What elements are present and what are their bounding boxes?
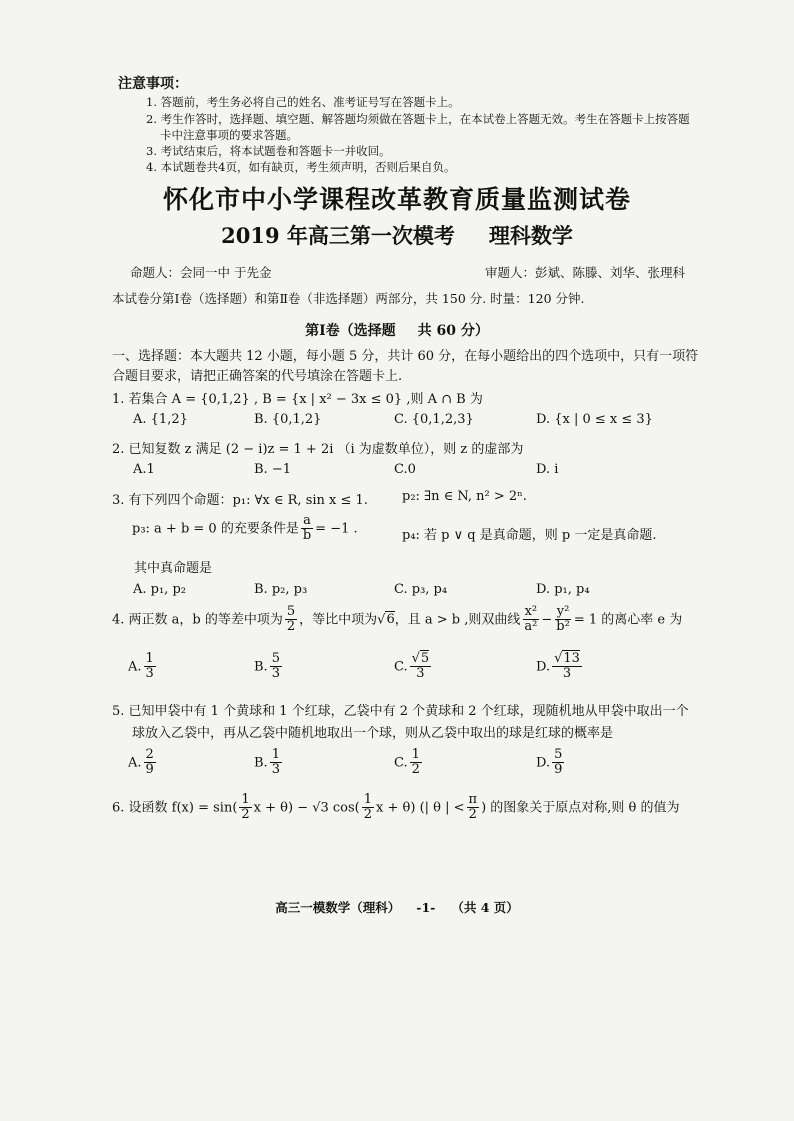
section-instructions-1: 一、选择题：本大题共 12 小题，每小题 5 分，共计 60 分，在每小题给出的四个选项中，只有一项符 — [112, 349, 699, 364]
footer-page-number: -1- — [416, 900, 436, 915]
fraction-numerator: √5 — [411, 651, 430, 666]
question-3-prompt: 其中真命题是 — [134, 561, 213, 576]
notice-item-3: 3. 考试结束后，将本试题卷和答题卡一并收回。 — [146, 144, 391, 158]
question-4-option-a — [128, 652, 158, 682]
question-3-p3-before: p₃: a + b = 0 的充要条件是 — [132, 521, 299, 537]
fraction-numerator: 5 — [271, 651, 280, 666]
question-2-option-d: D. i — [536, 462, 559, 477]
exam-title: 怀化市中小学课程改革教育质量监测试卷 — [162, 185, 631, 214]
fraction-numerator: 1 — [145, 651, 154, 666]
option-fraction — [410, 748, 422, 778]
fraction-denominator: b² — [556, 619, 570, 635]
section-instructions-2: 合题目要求，请把正确答案的代号填涂在答题卡上. — [112, 369, 403, 384]
question-1-option-b: B. {0,1,2} — [254, 412, 322, 427]
question-1-option-c: C. {0,1,2,3} — [394, 412, 474, 427]
question-4-hyperbola-y — [554, 605, 572, 635]
question-1-stem: 1. 若集合 A = {0,1,2} , B = {x | x² − 3x ≤ 0} ,则 A ∩ B 为 — [112, 392, 483, 407]
fraction-denominator: 3 — [416, 666, 425, 682]
fraction-denominator: 2 — [286, 619, 296, 635]
reviewer-line: 审题人：彭斌、陈滕、刘华、张理科 — [485, 265, 686, 280]
option-label: D. — [536, 755, 551, 771]
question-2-stem: 2. 已知复数 z 满足 (2 − i)z = 1 + 2i （i 为虚数单位），则 z 的虚部为 — [112, 442, 524, 457]
question-4-stem-1: 4. 两正数 a，b 的等差中项为 — [112, 612, 283, 628]
question-4-stem-3: ，且 a > b ,则双曲线 — [394, 612, 521, 628]
fraction-numerator: a — [303, 513, 311, 528]
question-6-stem-1: 6. 设函数 f(x) = sin( — [112, 800, 238, 816]
fraction-denominator: 2 — [241, 807, 250, 823]
fraction-numerator: 1 — [241, 792, 250, 807]
option-fraction — [144, 748, 156, 778]
question-6-fraction-3 — [467, 793, 480, 823]
option-fraction — [270, 652, 282, 682]
minus-sign: − — [541, 612, 553, 628]
footer-total-pages: （共 4 页） — [451, 900, 519, 915]
option-label: A. — [128, 659, 142, 675]
fraction-numerator: x² — [524, 604, 538, 619]
fraction-denominator: a² — [524, 619, 538, 635]
fraction-numerator: 1 — [363, 792, 373, 807]
question-3-option-d: D. p₁, p₄ — [536, 582, 590, 597]
section-heading-left: 第Ⅰ卷（选择题 — [305, 323, 396, 339]
notice-item-2-cont: 卡中注意事项的要求答题。 — [160, 128, 298, 142]
fraction-denominator: 2 — [468, 807, 477, 823]
option-fraction — [270, 748, 282, 778]
fraction-denominator: 9 — [554, 762, 563, 778]
page-footer — [0, 898, 794, 916]
question-6-fraction-1 — [239, 793, 251, 823]
intro-line: 本试卷分第Ⅰ卷（选择题）和第Ⅱ卷（非选择题）两部分，共 150 分. 时量：120 分钟. — [112, 291, 585, 306]
question-4-hyperbola-x — [522, 605, 539, 635]
question-3-option-a: A. p₁, p₂ — [133, 582, 186, 597]
fraction-numerator: 1 — [271, 747, 280, 762]
option-label: A. — [128, 755, 142, 771]
question-4-sqrt-value: 6 — [386, 612, 395, 628]
fraction-numerator: π — [468, 792, 478, 807]
option-label: B. — [254, 755, 268, 771]
question-2-option-b: B. −1 — [254, 462, 291, 477]
fraction-denominator: b — [302, 528, 312, 544]
question-6-stem-4: ) 的图象关于原点对称,则 θ 的值为 — [481, 800, 680, 816]
notice-item-4: 4. 本试题卷共4页，如有缺页，考生须声明，否则后果自负。 — [146, 160, 456, 174]
question-3-p3 — [132, 514, 358, 544]
option-fraction — [552, 652, 582, 682]
question-6-fraction-2 — [362, 793, 374, 823]
fraction-denominator: 2 — [411, 762, 420, 778]
question-5-stem-2: 球放入乙袋中，再从乙袋中随机地取出一个球，则从乙袋中取出的球是红球的概率是 — [132, 726, 614, 741]
question-3-p3-fraction — [301, 514, 313, 544]
exam-subtitle — [0, 220, 794, 250]
question-6-stem-2: x + θ) − √3 cos( — [253, 800, 360, 816]
option-fraction — [552, 748, 564, 778]
question-5-option-d — [536, 748, 566, 778]
question-1-option-d: D. {x | 0 ≤ x ≤ 3} — [536, 412, 653, 427]
question-6-stem — [112, 793, 680, 823]
section-heading-right: 共 60 分） — [417, 323, 489, 339]
question-2-option-a: A.1 — [133, 462, 155, 477]
question-3-p2: p₂: ∃n ∈ N, n² > 2ⁿ. — [402, 489, 527, 504]
question-5-option-c — [394, 748, 424, 778]
question-4-stem — [112, 605, 682, 635]
option-fraction — [410, 652, 432, 682]
fraction-denominator: 3 — [562, 666, 572, 682]
option-label: D. — [536, 659, 551, 675]
fraction-denominator: 9 — [145, 762, 154, 778]
question-3-option-c: C. p₃, p₄ — [394, 582, 448, 597]
option-label: C. — [394, 755, 408, 771]
question-4-option-d — [536, 652, 584, 682]
author-line: 命题人：会同一中 于先金 — [130, 265, 272, 280]
question-5-option-a — [128, 748, 158, 778]
question-5-stem-1: 5. 已知甲袋中有 1 个黄球和 1 个红球，乙袋中有 2 个黄球和 2 个红球，现随机地从甲袋中取出一个 — [112, 704, 689, 719]
notice-item-1: 1. 答题前，考生务必将自己的姓名、准考证号写在答题卡上。 — [146, 95, 460, 109]
sqrt-sign: √ — [377, 612, 386, 628]
fraction-denominator: 2 — [363, 807, 373, 823]
question-3-p4: p₄: 若 p ∨ q 是真命题，则 p 一定是真命题. — [402, 528, 657, 543]
sqrt-value: 13 — [563, 651, 580, 666]
option-fraction — [144, 652, 156, 682]
fraction-denominator: 3 — [271, 762, 280, 778]
notice-title: 注意事项： — [118, 76, 188, 92]
footer-subject: 高三一模数学（理科） — [275, 900, 401, 915]
question-4-stem-4: = 1 的离心率 e 为 — [573, 612, 683, 628]
fraction-numerator: √13 — [554, 651, 580, 666]
exam-subtitle-right: 理科数学 — [488, 223, 573, 248]
fraction-numerator: 2 — [145, 747, 154, 762]
question-4-mean-fraction — [285, 605, 297, 635]
question-4-stem-2: ，等比中项为 — [299, 612, 378, 628]
exam-subtitle-left: 2019 年高三第一次模考 — [221, 223, 455, 248]
section-heading — [0, 320, 794, 340]
question-3-option-b: B. p₂, p₃ — [254, 582, 308, 597]
question-6-stem-3: x + θ) (| θ | < — [376, 800, 465, 816]
question-4-option-c — [394, 652, 433, 682]
question-1-option-a: A. {1,2} — [133, 412, 188, 427]
notice-item-2: 2. 考生作答时，选择题、填空题、解答题均须做在答题卡上，在本试卷上答题无效。考生在答题卡上按答题 — [146, 112, 690, 126]
question-5-option-b — [254, 748, 284, 778]
question-3-p3-after: = −1 . — [315, 521, 358, 537]
fraction-denominator: 3 — [145, 666, 154, 682]
question-3-stem: 3. 有下列四个命题：p₁: ∀x ∈ R, sin x ≤ 1. — [112, 493, 368, 508]
fraction-numerator: y² — [556, 604, 570, 619]
fraction-numerator: 5 — [286, 604, 296, 619]
sqrt-value: 5 — [420, 651, 430, 666]
option-label: B. — [254, 659, 268, 675]
question-4-option-b — [254, 652, 284, 682]
fraction-denominator: 3 — [271, 666, 280, 682]
option-label: C. — [394, 659, 408, 675]
question-2-option-c: C.0 — [394, 462, 416, 477]
fraction-numerator: 5 — [554, 747, 563, 762]
fraction-numerator: 1 — [411, 747, 420, 762]
